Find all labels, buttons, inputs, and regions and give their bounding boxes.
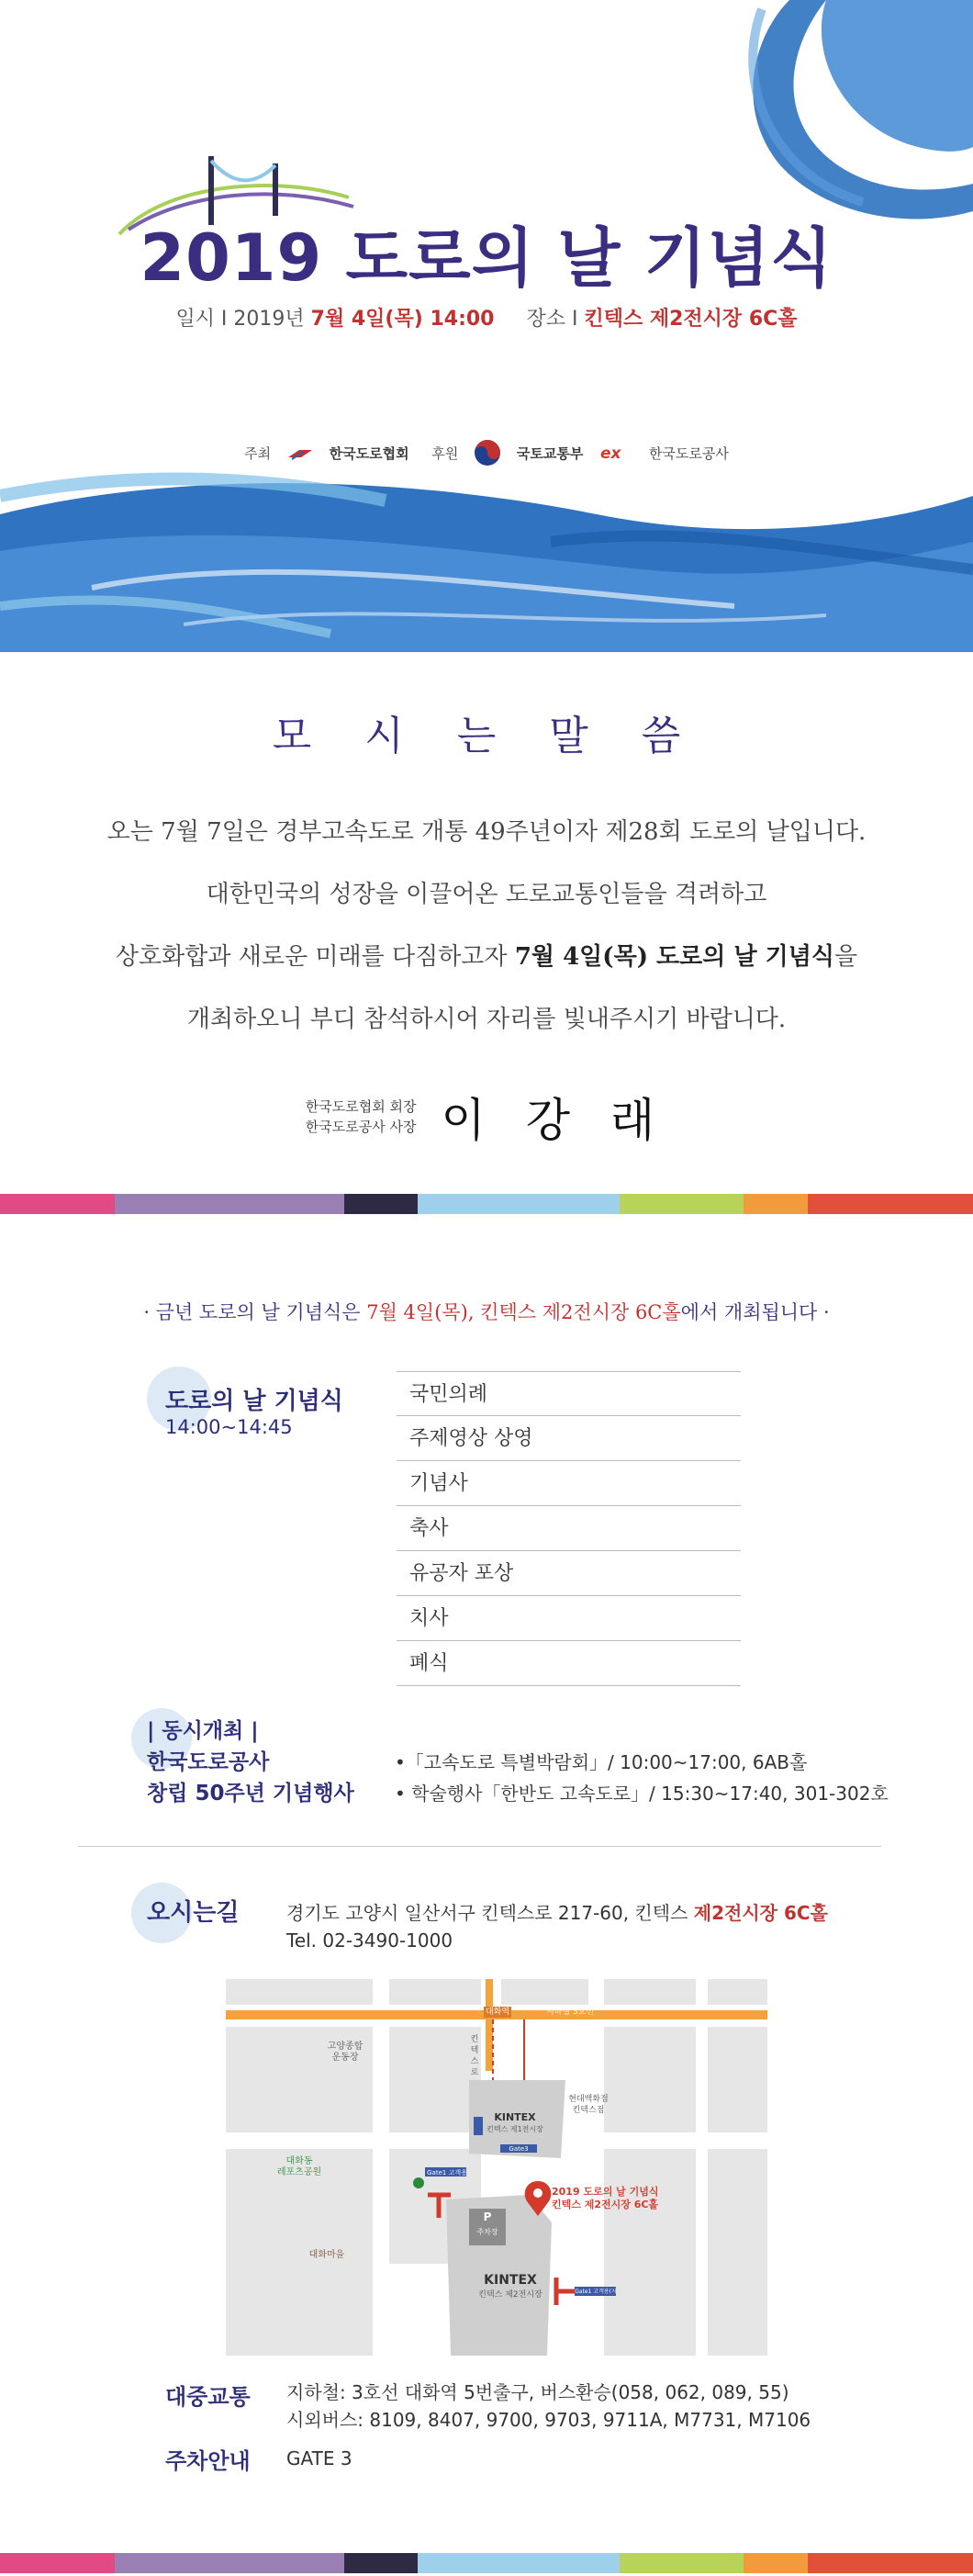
color-bar-segment [0, 2553, 115, 2573]
address-highlight: 제2전시장 6C홀 [693, 1902, 828, 1924]
map-station: 대화역 [485, 2008, 510, 2017]
concurrent-block [147, 1715, 354, 1809]
program-item: 기념사 [397, 1461, 741, 1506]
concurrent-org: 한국도로공사 [147, 1750, 270, 1774]
map-gate-right: Gate1 고객용(자가) [575, 2289, 617, 2306]
map-pin-label-1: 2019 도로의 날 기념식 [552, 2186, 659, 2198]
invitation-line-3a: 상호화합과 새로운 미래를 다짐하고자 [115, 943, 515, 971]
parking-info: GATE 3 [286, 2447, 352, 2469]
color-bar-bottom [0, 2553, 973, 2573]
ceremony-time: 14:00~14:45 [165, 1416, 293, 1438]
color-bar-segment [620, 1194, 744, 1214]
sponsor-1: 국토교통부 [516, 444, 584, 462]
color-bar-segment [344, 1194, 418, 1214]
map-kintex1-sub: 킨텍스 제1전시장 [486, 2125, 543, 2133]
host-org: 한국도로협회 [329, 444, 409, 462]
color-bar-segment [418, 1194, 519, 1214]
map-gate1: Gate1 고객용 [427, 2169, 467, 2177]
directions-address [286, 1899, 828, 1954]
color-bar-segment [0, 1194, 115, 1214]
color-bar-segment [808, 1194, 973, 1214]
signer-name: 이 강 래 [441, 1094, 668, 1147]
map-dept-store: 현대백화점 킨텍스점 [568, 2095, 609, 2115]
color-bar-segment [115, 1194, 229, 1214]
program-list [397, 1371, 741, 1686]
color-bar-segment [620, 2553, 744, 2573]
header-banner [0, 0, 973, 652]
concurrent-item: • 학술행사「한반도 고속도로」/ 15:30~17:40, 301-302호 [395, 1783, 889, 1805]
program-item: 치사 [397, 1596, 741, 1641]
color-bar-top [0, 1194, 973, 1214]
color-bar-segment [344, 2553, 418, 2573]
sponsor-label: 후원 [431, 444, 459, 462]
invitation-line-3 [0, 938, 973, 972]
program-item: 유공자 포상 [397, 1551, 741, 1596]
concurrent-item: •「고속도로 특별박람회」/ 10:00~17:00, 6AB홀 [395, 1751, 808, 1773]
transit-info [286, 2379, 811, 2434]
invitation-line-3b: 을 [833, 943, 858, 971]
map-parking-sub: 주차장 [476, 2228, 498, 2236]
date-value: 7월 4일(목) 14:00 [310, 308, 495, 331]
sponsor-2: 한국도로공사 [648, 444, 729, 462]
map-stadium: 고양종합 운동장 [327, 2042, 363, 2063]
color-bar-segment [115, 2553, 229, 2573]
map-road: 킨텍스로 [470, 2035, 479, 2077]
color-bar-segment [744, 1194, 808, 1214]
notice-highlight: 7월 4일(목), 킨텍스 제2전시장 6C홀 [366, 1301, 681, 1323]
host-label: 주최 [244, 444, 272, 462]
color-bar-segment [418, 2553, 519, 2573]
notice-suffix: 에서 개최됩니다 · [680, 1301, 830, 1323]
program-item: 국민의례 [397, 1371, 741, 1416]
event-info [0, 303, 973, 332]
venue-label: 장소 I [526, 308, 585, 331]
invitation-title: 모 시 는 말 씀 [272, 713, 701, 759]
invitation-line-2: 대한민국의 성장을 이끌어온 도로교통인들을 격려하고 [206, 881, 767, 908]
map-village: 대화마을 [308, 2250, 345, 2260]
transit-label: 대중교통 [165, 2384, 251, 2410]
krda-logo-icon [286, 444, 314, 461]
program-item: 축사 [397, 1506, 741, 1551]
ceremony-title: 도로의 날 기념식 [165, 1388, 343, 1415]
map-park: 대화동 레포츠공원 [276, 2156, 322, 2177]
map-gate3: Gate3 [509, 2145, 529, 2153]
color-bar-segment [229, 2553, 344, 2573]
color-bar-segment [229, 1194, 344, 1214]
notice-prefix: · 금년 도로의 날 기념식은 [143, 1301, 367, 1323]
parking-label: 주차안내 [165, 2448, 251, 2474]
map-kintex1: KINTEX [494, 2111, 536, 2123]
map-kintex2-sub: 킨텍스 제2전시장 [478, 2290, 542, 2300]
map-pin-label-2: 킨텍스 제2전시장 6C홀 [552, 2199, 659, 2210]
date-label: 일시 I 2019년 [175, 308, 311, 331]
svg-text:ex: ex [600, 444, 621, 462]
program-item: 주제영상 상영 [397, 1416, 741, 1461]
venue-value: 킨텍스 제2전시장 6C홀 [584, 308, 798, 331]
invitation-line-3-bold: 7월 4일(목) 도로의 날 기념식 [514, 943, 834, 971]
map-kintex2: KINTEX [484, 2273, 537, 2288]
address-prefix: 경기도 고양시 일산서구 킨텍스로 217-60, 킨텍스 [286, 1902, 694, 1924]
color-bar-segment [519, 2553, 620, 2573]
color-bar-segment [519, 1194, 620, 1214]
divider [78, 1846, 881, 1847]
concurrent-label: | 동시개최 | [147, 1719, 259, 1743]
transit-line-1: 지하철: 3호선 대화역 5번출구, 버스환승(058, 062, 089, 55) [286, 2381, 789, 2403]
transit-line-2: 시외버스: 8109, 8407, 9700, 9703, 9711A, M7731, M7106 [286, 2409, 811, 2431]
invitation-line-4: 개최하오니 부디 참석하시어 자리를 빛내주시기 바랍니다. [186, 1006, 787, 1033]
invitation-line-1: 오는 7월 7일은 경부고속도로 개통 49주년이자 제28회 도로의 날입니다. [106, 818, 867, 846]
notice-line [0, 1298, 973, 1325]
program-item: 폐식 [397, 1641, 741, 1686]
map-subway-line: 지하철 3호선 [545, 2008, 595, 2017]
sponsors-row [0, 439, 973, 467]
location-map [226, 1979, 767, 2356]
molit-logo-icon [474, 439, 501, 467]
map-parking: P [483, 2210, 492, 2223]
page-title: 2019 도로의 날 기념식 [140, 220, 833, 296]
concurrent-event: 창립 50주년 기념행사 [147, 1782, 354, 1805]
signer-roles [306, 1097, 417, 1137]
signature [0, 1084, 973, 1150]
color-bar-segment [744, 2553, 808, 2573]
directions-title: 오시는길 [147, 1899, 240, 1927]
concurrent-items [395, 1747, 889, 1809]
color-bar-segment [808, 2553, 973, 2573]
ex-logo-icon [598, 444, 633, 462]
signer-role-2: 한국도로공사 사장 [305, 1119, 417, 1135]
tel: Tel. 02-3490-1000 [286, 1929, 453, 1952]
signer-role-1: 한국도로협회 회장 [305, 1098, 417, 1115]
